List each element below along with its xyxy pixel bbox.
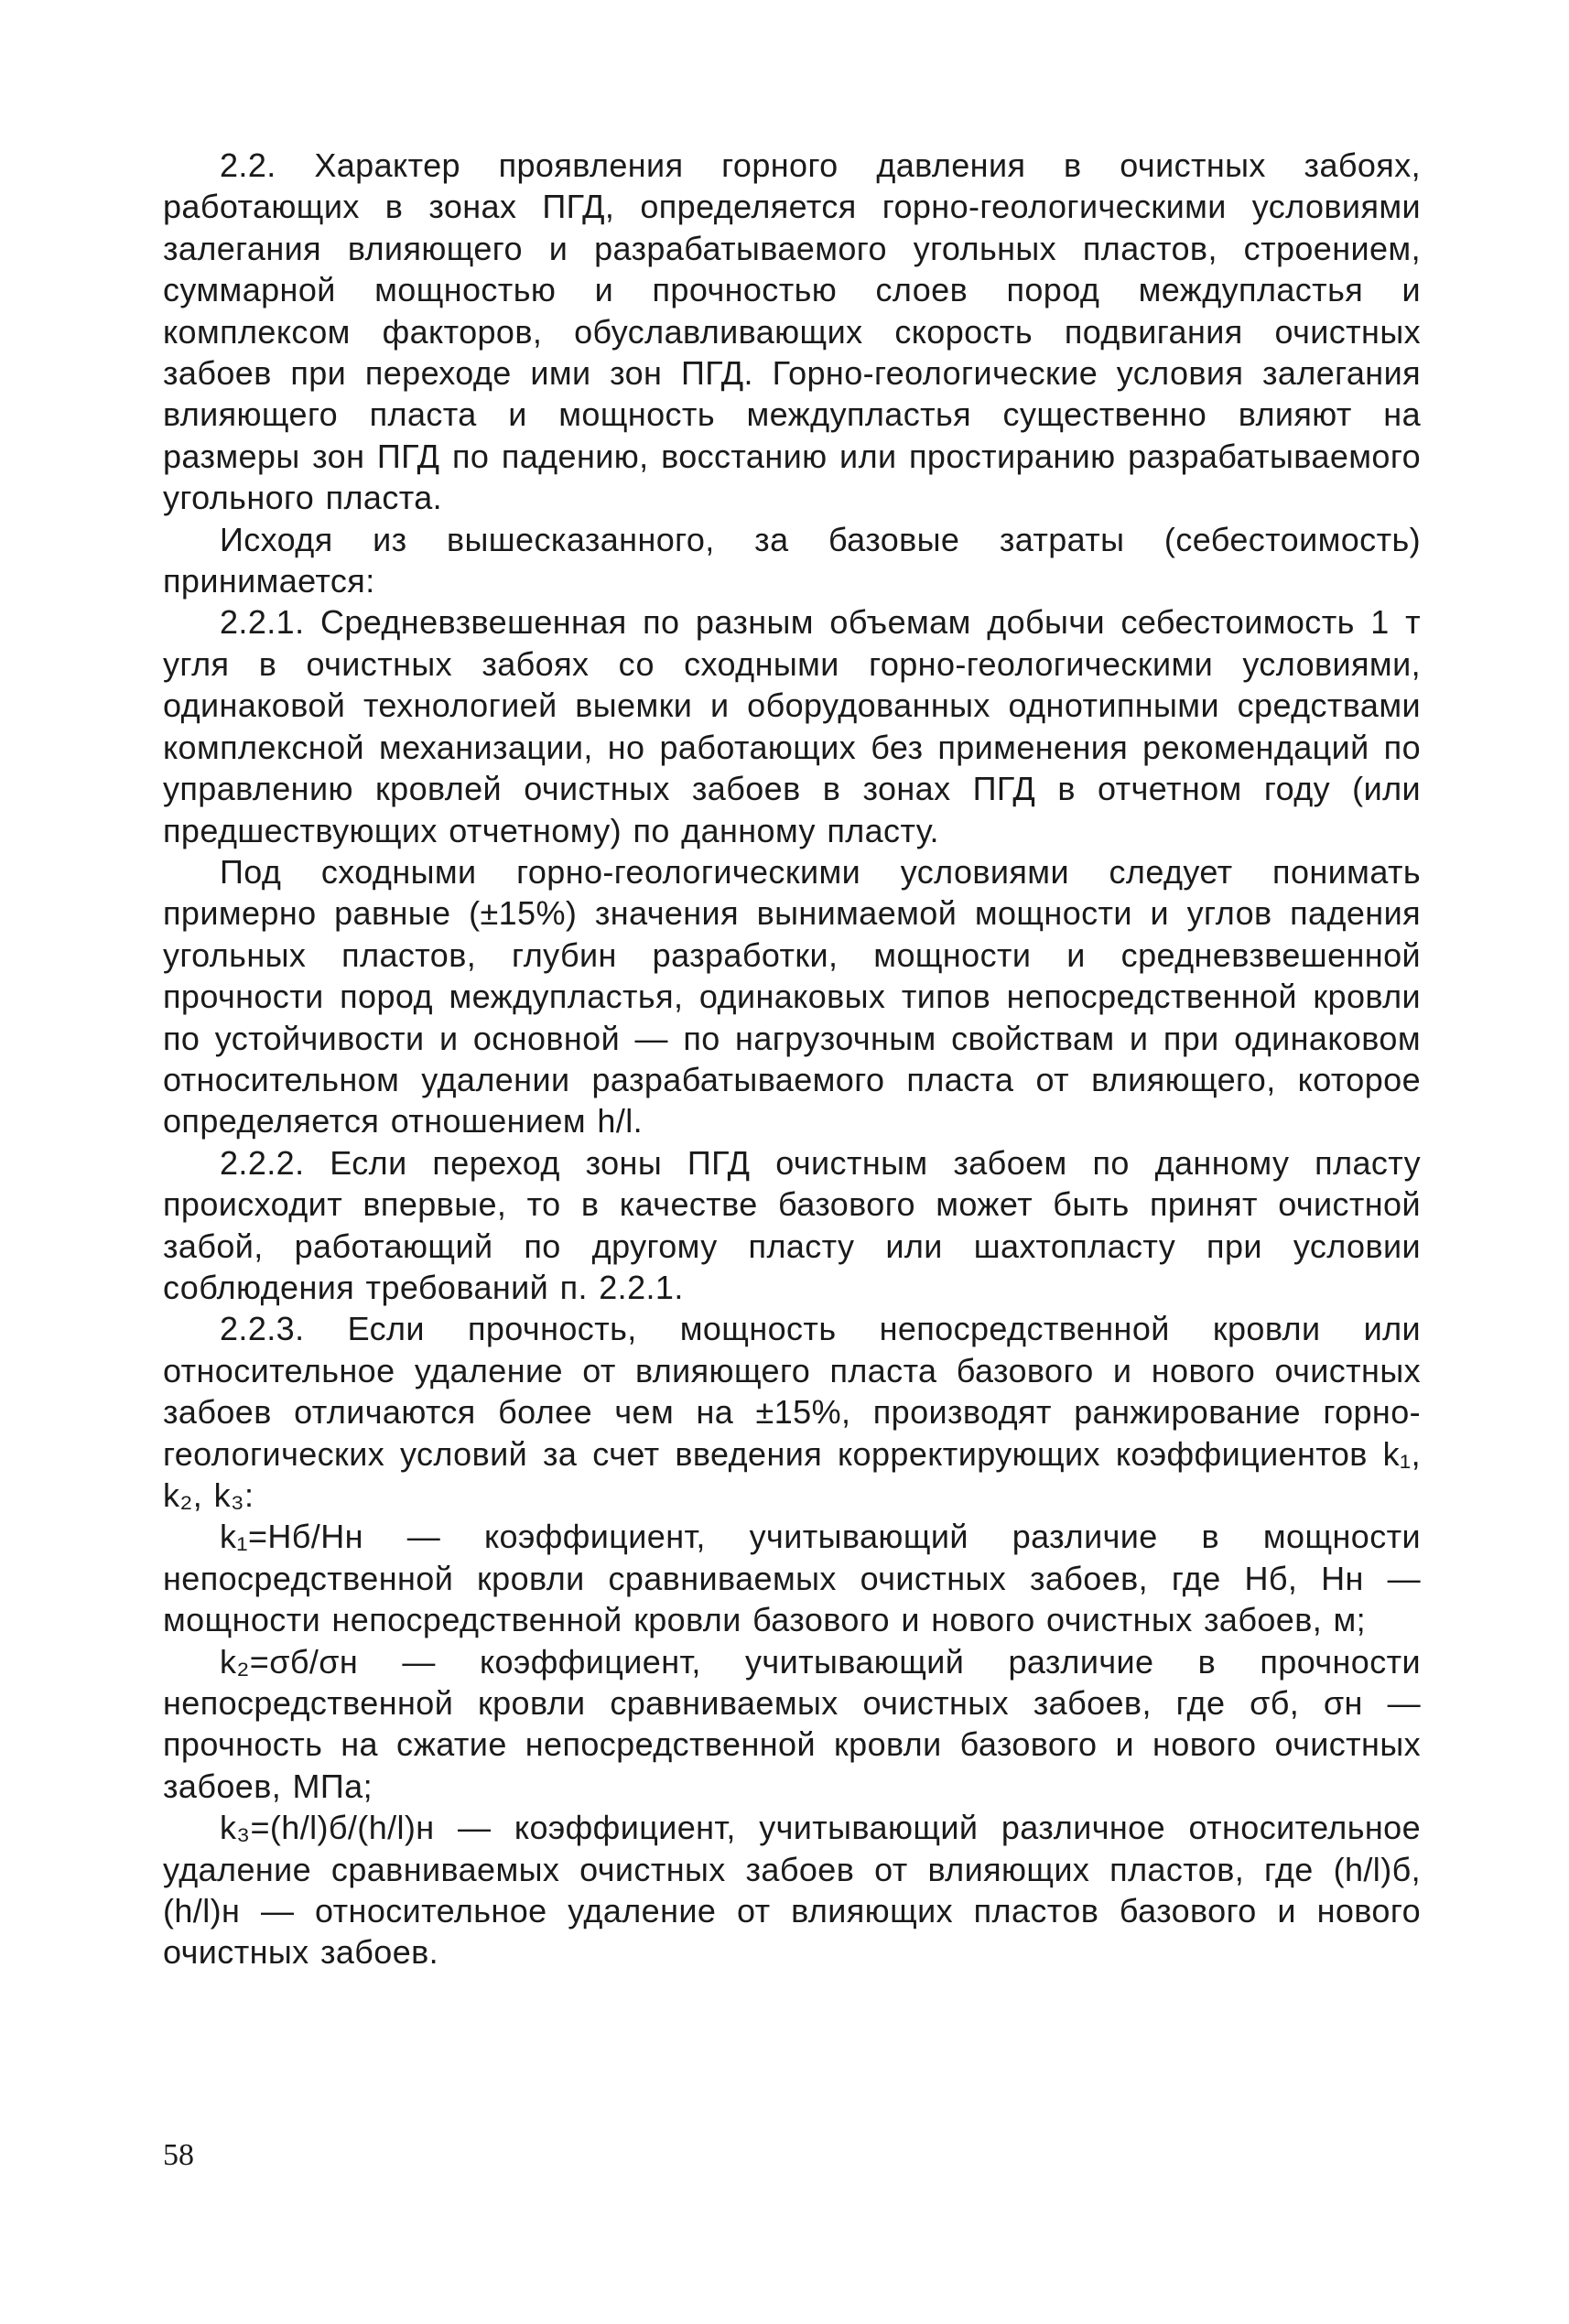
- page-body: [163, 145, 1421, 1973]
- paragraph-k3-definition: k₃=(h/l)б/(h/l)н — коэффициент, учитывающий различное относительное удаление сравниваемых очистных забоев от влияющих пластов, где (h/l)б, (h/l)н — относительное удаление от влияющих пластов базового и нового очистных забоев.: [163, 1809, 1421, 1972]
- paragraph-similar-conditions: Под сходными горно-геологическими условиями следует понимать примерно равные (±15%) значения вынимаемой мощности и углов падения угольных пластов, глубин разработки, мощности и средневзвешенной прочности пород междупластья, одинаковых типов непосредственной кровли по устойчивости и основной — по нагрузочным свойствам и при одинаковом относительном удалении разрабатываемого пласта от влияющего, которое определяется отношением h/l.: [163, 852, 1421, 1140]
- paragraph-base-costs: Исходя из вышесказанного, за базовые затраты (себестоимость) принимается:: [163, 520, 1421, 600]
- page-number: 58: [163, 2138, 194, 2172]
- paragraph-k2-definition: k₂=σб/σн — коэффициент, учитывающий различие в прочности непосредственной кровли сравниваемых очистных забоев, где σб, σн — прочность на сжатие непосредственной кровли базового и нового очистных забоев, МПа;: [163, 1642, 1421, 1805]
- paragraph-2-2-3: 2.2.3. Если прочность, мощность непосредственной кровли или относительное удаление от влияющего пласта базового и нового очистных забоев отличаются более чем на ±15%, производят ранжирование горно-геологических условий за счет введения корректирующих коэффициентов k₁, k₂, k₃:: [163, 1310, 1421, 1514]
- paragraph-2-2: 2.2. Характер проявления горного давления в очистных забоях, работающих в зонах ПГД, определяется горно-геологическими условиями залегания влияющего и разрабатываемого угольных пластов, строением, суммарной мощностью и прочностью слоев пород междупластья и комплексом факторов, обуславливающих скорость подвигания очистных забоев при переходе ими зон ПГД. Горно-геологические условия залегания влияющего пласта и мощность междупластья существенно влияют на размеры зон ПГД по падению, восстанию или простиранию разрабатываемого угольного пласта.: [163, 146, 1421, 517]
- paragraph-k1-definition: k₁=Hб/Hн — коэффициент, учитывающий различие в мощности непосредственной кровли сравниваемых очистных забоев, где Hб, Hн — мощности непосредственной кровли базового и нового очистных забоев, м;: [163, 1518, 1421, 1639]
- paragraph-2-2-2: 2.2.2. Если переход зоны ПГД очистным забоем по данному пласту происходит впервые, то в качестве базового может быть принят очистной забой, работающий по другому пласту или шахтопласту при условии соблюдения требований п. 2.2.1.: [163, 1143, 1421, 1306]
- paragraph-2-2-1: 2.2.1. Средневзвешенная по разным объемам добычи себестоимость 1 т угля в очистных забоях со сходными горно-геологическими условиями, одинаковой технологией выемки и оборудованных однотипными средствами комплексной механизации, но работающих без применения рекомендаций по управлению кровлей очистных забоев в зонах ПГД в отчетном году (или предшествующих отчетному) по данному пласту.: [163, 603, 1421, 849]
